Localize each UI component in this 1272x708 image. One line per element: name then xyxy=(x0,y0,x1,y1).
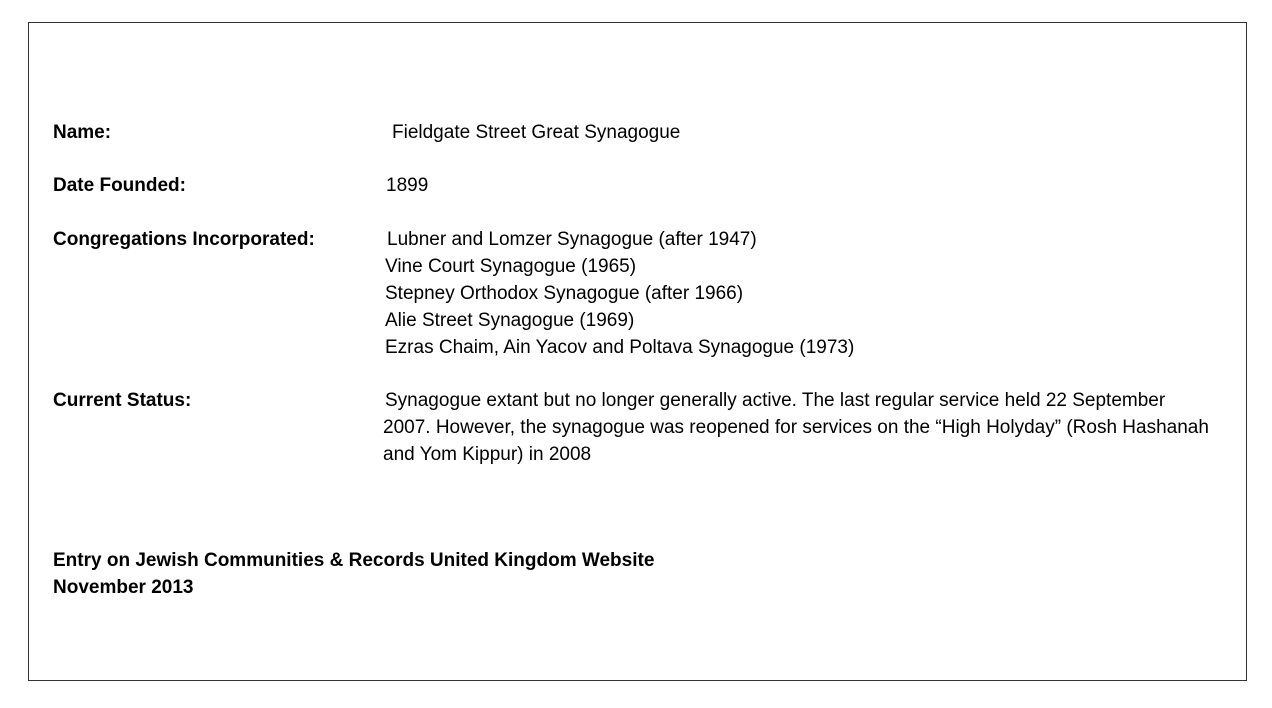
source-footer xyxy=(53,547,654,601)
date-founded-label: Date Founded: xyxy=(53,175,186,196)
current-status-value: Synagogue extant but no longer generally active. The last regular service held 22 September 2007. However, the synagogue was reopened for services on the “High Holyday” (Rosh Hashanah and Yom Kippur) in 2008 xyxy=(383,390,1209,465)
congregation-item: Alie Street Synagogue (1969) xyxy=(385,310,635,331)
congregation-item: Lubner and Lomzer Synagogue (after 1947) xyxy=(387,229,757,250)
current-status-label: Current Status: xyxy=(53,390,192,411)
date-founded-value: 1899 xyxy=(386,175,429,196)
name-label: Name: xyxy=(53,122,112,143)
congregation-item: Ezras Chaim, Ain Yacov and Poltava Synagogue (1973) xyxy=(385,337,855,358)
congregation-item: Vine Court Synagogue (1965) xyxy=(385,256,637,277)
congregations-list xyxy=(385,226,854,361)
source-date: November 2013 xyxy=(53,577,194,598)
name-value: Fieldgate Street Great Synagogue xyxy=(392,122,681,143)
source-line: Entry on Jewish Communities & Records United Kingdom Website xyxy=(53,550,655,571)
congregation-item: Stepney Orthodox Synagogue (after 1966) xyxy=(385,283,744,304)
congregations-label: Congregations Incorporated: xyxy=(53,229,315,250)
